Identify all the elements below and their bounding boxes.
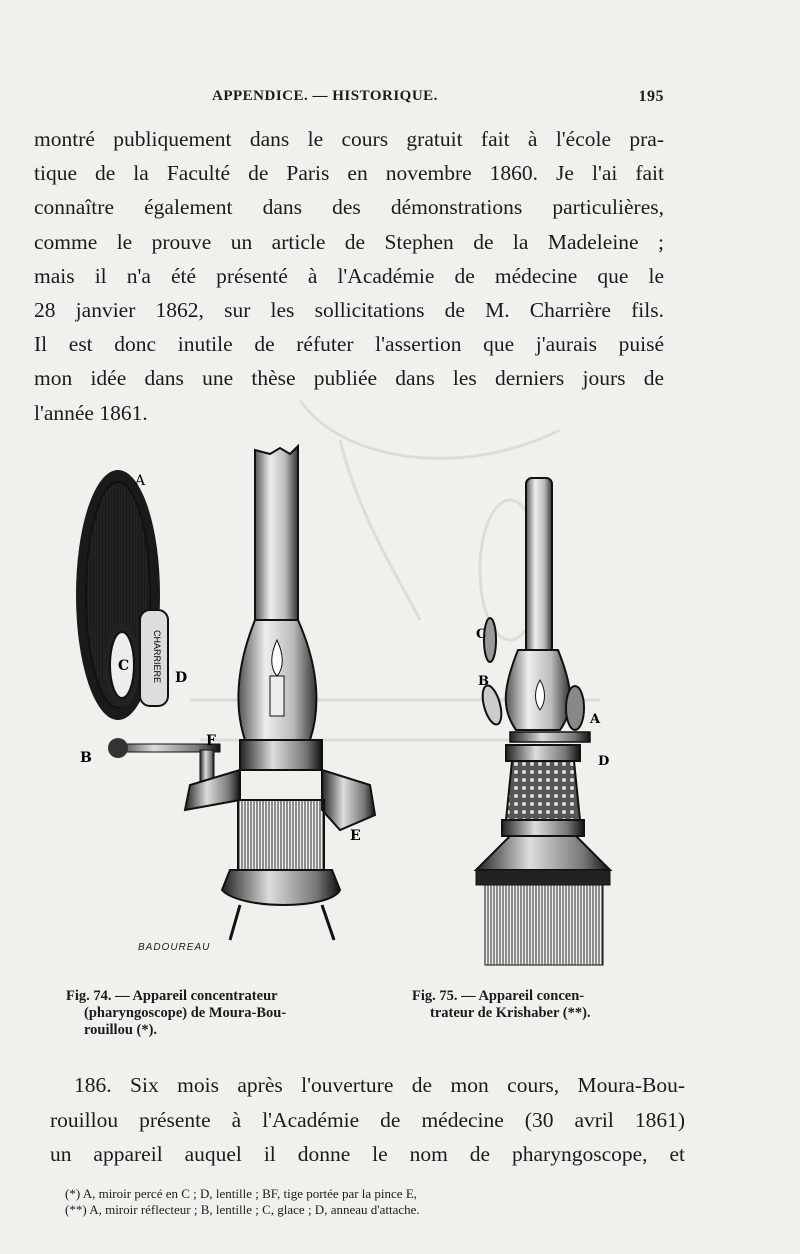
fig75-label-d: D [598,754,610,769]
fig74-label-c: C [118,658,130,674]
text-line: 186. Six mois après l'ouverture de mon cours, Moura-Bou- [74,1073,685,1097]
caption-line: Fig. 75. — Appareil concen- [412,988,585,1004]
engraving-figures [40,440,700,980]
text-line: rouillou présente à l'Académie de médecine (30 avril 1861) [50,1107,685,1132]
text-line: connaître également dans des démonstrations particulières, [34,195,664,220]
fig74-ring-text: CHARRIERE [152,630,162,684]
fig74-label-a: A [135,473,146,489]
text-line: l'année 1861. [34,400,148,425]
footnote: (**) A, miroir réflecteur ; B, lentille ; C, glace ; D, anneau d'attache. [65,1202,420,1217]
fig74-label-f: F [206,733,216,749]
text-line: montré publiquement dans le cours gratuit fait à l'école pra- [34,127,664,151]
footnotes [65,1186,665,1218]
footnote: (*) A, miroir percé en C ; D, lentille ; BF, tige portée par la pince E, [65,1186,418,1201]
engraver-signature: BADOUREAU [138,942,211,953]
paragraph-continuation [34,122,664,430]
fig74-label-e: E [350,828,361,844]
fig75-label-a: A [590,712,601,727]
section-186 [50,1068,685,1172]
text-line: Il est donc inutile de réfuter l'assertion que j'aurais puisé [34,332,664,357]
running-title: APPENDICE. — HISTORIQUE. [212,88,438,104]
page-number: 195 [638,88,664,105]
text-line: mon idée dans une thèse publiée dans les derniers jours de [34,366,664,391]
text-line: un appareil auquel il donne le nom de pharyngoscope, et [50,1142,685,1166]
fig74-label-d: D [175,670,188,686]
figure-75-caption [412,988,662,1022]
caption-line: Fig. 74. — Appareil concentrateur [66,988,278,1004]
fig75-label-c: C [476,627,487,642]
fig75-label-b: B [478,674,489,689]
text-line: comme le prouve un article de Stephen de la Madeleine ; [34,229,664,254]
caption-line: trateur de Krishaber (**). [430,1005,591,1021]
text-line: tique de la Faculté de Paris en novembre 1860. Je l'ai fait [34,161,664,186]
figure-area [40,440,700,980]
running-header [34,88,664,110]
text-line: mais il n'a été présenté à l'Académie de médecine que le [34,263,664,288]
fig75-lamp-drawing [476,478,610,965]
figure-74-caption [66,988,361,1039]
fig74-lamp-drawing [76,446,375,940]
fig74-label-b: B [80,750,92,766]
caption-line: rouillou (*). [84,1022,158,1038]
caption-line: (pharyngoscope) de Moura-Bou- [84,1005,287,1021]
text-line: 28 janvier 1862, sur les sollicitations de M. Charrière fils. [34,298,664,323]
